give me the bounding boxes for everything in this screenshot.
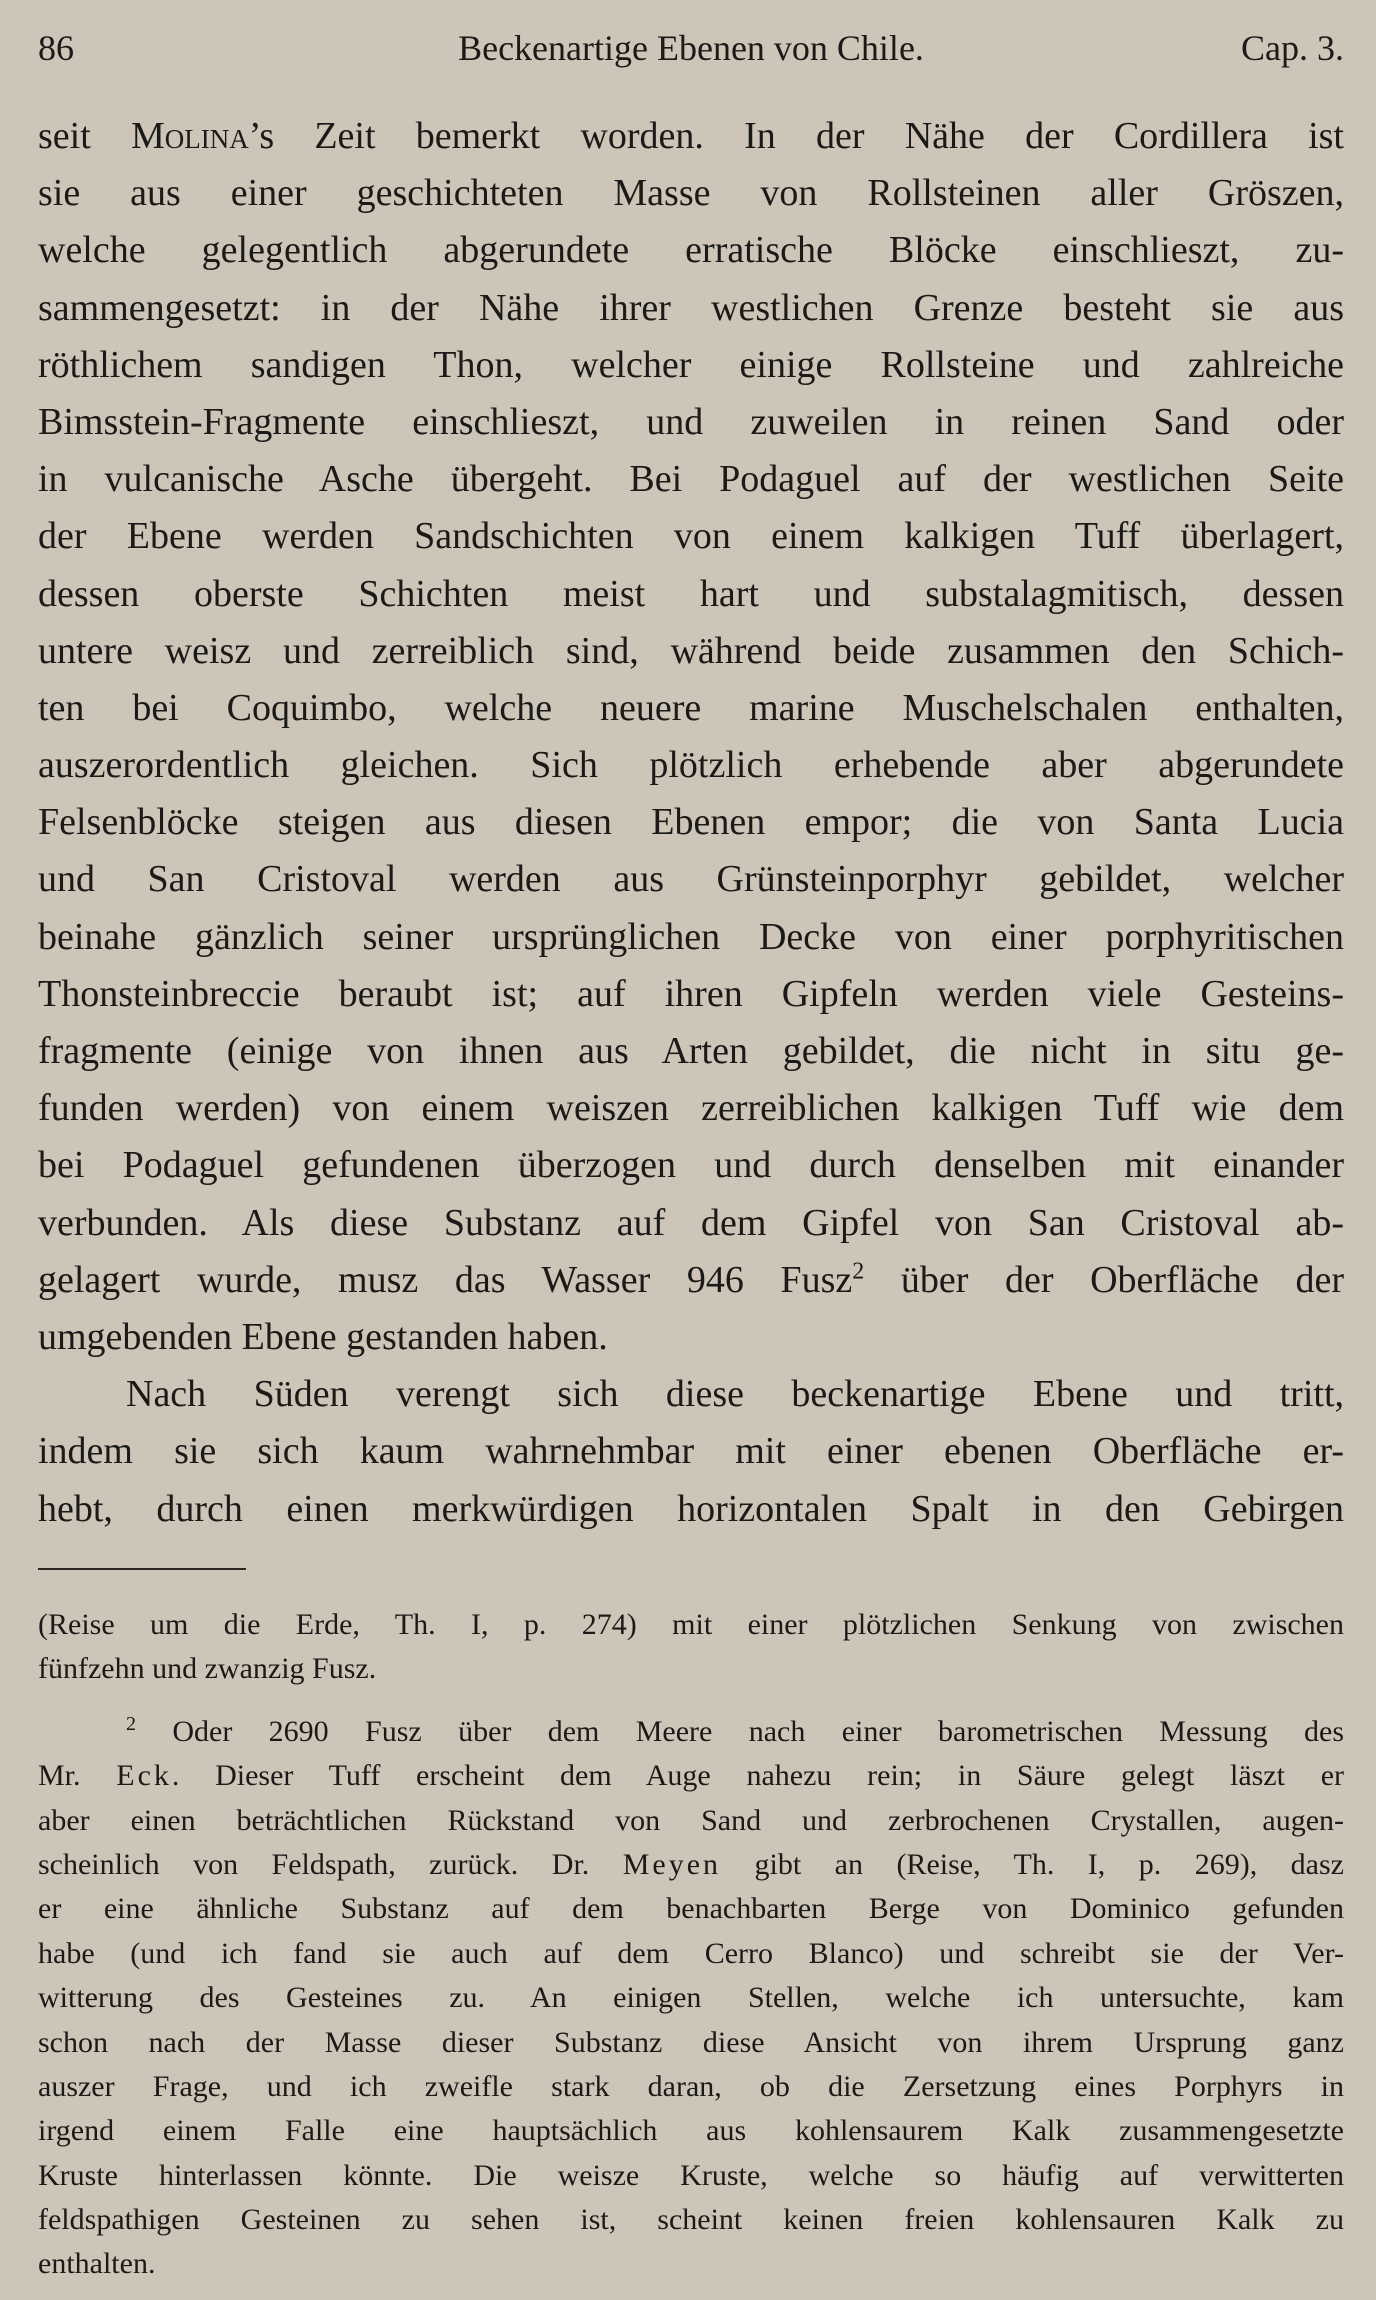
text-line: beinahe gänzlich seiner ursprünglichen Decke von einer porphyritischen [38, 915, 1344, 958]
name-meyen: Meyen [622, 1847, 722, 1881]
name-eck: Eck [116, 1759, 172, 1793]
text-line: gelagert wurde, musz das Wasser 946 Fusz$^2$ über der Oberfläche der [38, 1258, 1344, 1301]
footnote-line: aber einen beträchtlichen Rückstand von Sand und zerbrochenen Crystallen, augen- [38, 1803, 1344, 1837]
text-line: Thonsteinbreccie beraubt ist; auf ihren Gipfeln werden viele Gesteins- [38, 972, 1344, 1015]
footnote-line: fünfzehn und zwanzig Fusz. [38, 1652, 377, 1686]
paragraph-start-line: Nach Süden verengt sich diese beckenartige Ebene und tritt, [126, 1373, 1344, 1416]
footnote-marker: 2 [126, 1712, 136, 1735]
text-line: hebt, durch einen merkwürdigen horizontalen Spalt in den Gebirgen [38, 1487, 1344, 1530]
footnote-line: enthalten. [38, 2247, 156, 2281]
text-line: fragmente (einige von ihnen aus Arten gebildet, die nicht in situ ge- [38, 1030, 1344, 1072]
page-number: 86 [38, 28, 74, 68]
text-line: untere weisz und zerreiblich sind, während beide zusammen den Schich- [38, 629, 1344, 672]
footnote-line: irgend einem Falle eine hauptsächlich aus kohlensaurem Kalk zusammengesetzte [38, 2114, 1344, 2148]
text-line: indem sie sich kaum wahrnehmbar mit einer ebenen Oberfläche er- [38, 1430, 1344, 1473]
footnote-line: schon nach der Masse dieser Substanz diese Ansicht von ihrem Ursprung ganz [38, 2025, 1344, 2059]
footnote-line: Mr. Eck. Dieser Tuff erscheint dem Auge nahezu rein; in Säure gelegt läszt er [38, 1759, 1344, 1793]
footnote-line: er eine ähnliche Substanz auf dem benachbarten Berge von Dominico gefunden [38, 1892, 1344, 1926]
text-line: ten bei Coquimbo, welche neuere marine Muschelschalen enthalten, [38, 686, 1344, 729]
text-line: umgebenden Ebene gestanden haben. [38, 1315, 608, 1358]
text-line: bei Podaguel gefundenen überzogen und durch denselben mit einander [38, 1144, 1344, 1187]
text-line: funden werden) von einem weiszen zerreiblichen kalkigen Tuff wie dem [38, 1087, 1344, 1130]
running-title: Beckenartige Ebenen von Chile. [458, 28, 924, 68]
running-header [38, 20, 1344, 76]
text-line: dessen oberste Schichten meist hart und substalagmitisch, dessen [38, 572, 1344, 615]
text-line: und San Cristoval werden aus Grünsteinporphyr gebildet, welcher [38, 858, 1344, 901]
footnote-separator [38, 1568, 246, 1570]
main-text [38, 108, 1344, 1538]
author-name: Molina [130, 115, 249, 157]
text-line: röthlichem sandigen Thon, welcher einige Rollsteine und zahlreiche [38, 343, 1344, 386]
chapter-label: Cap. 3. [1241, 28, 1344, 68]
footnote-line: scheinlich von Feldspath, zurück. Dr. Meyen gibt an (Reise, Th. I, p. 269), dasz [38, 1847, 1344, 1881]
text-line: welche gelegentlich abgerundete erratische Blöcke einschlieszt, zu- [38, 229, 1344, 272]
footnote-line: auszer Frage, und ich zweifle stark daran, ob die Zersetzung eines Porphyrs in [38, 2069, 1344, 2103]
footnote-line: Kruste hinterlassen könnte. Die weisze Kruste, welche so häufig auf verwitterten [38, 2158, 1344, 2192]
text-line: seit Molina’s Zeit bemerkt worden. In der Nähe der Cordillera ist [38, 115, 1344, 157]
footnote-line: feldspathigen Gesteinen zu sehen ist, scheint keinen freien kohlensauren Kalk zu [38, 2203, 1344, 2237]
footnote-line: (Reise um die Erde, Th. I, p. 274) mit einer plötzlichen Senkung von zwischen [38, 1608, 1344, 1641]
footnote-line: habe (und ich fand sie auch auf dem Cerro Blanco) und schreibt sie der Ver- [38, 1936, 1344, 1970]
text-line: auszerordentlich gleichen. Sich plötzlich erhebende aber abgerundete [38, 744, 1344, 787]
text-line: sammengesetzt: in der Nähe ihrer westlichen Grenze besteht sie aus [38, 286, 1344, 329]
text-line: Felsenblöcke steigen aus diesen Ebenen empor; die von Santa Lucia [38, 801, 1344, 844]
text-line: sie aus einer geschichteten Masse von Rollsteinen aller Gröszen, [38, 172, 1344, 215]
footnote-ref-2: 2 [852, 1258, 865, 1285]
text-line: der Ebene werden Sandschichten von einem kalkigen Tuff überlagert, [38, 515, 1344, 558]
text-line: Bimsstein-Fragmente einschlieszt, und zuweilen in reinen Sand oder [38, 400, 1344, 443]
text-line: verbunden. Als diese Substanz auf dem Gipfel von San Cristoval ab- [38, 1201, 1344, 1244]
footnotes [38, 1603, 1344, 2287]
footnote-line: witterung des Gesteines zu. An einigen Stellen, welche ich untersuchte, kam [38, 1981, 1344, 2015]
footnote-2-start: $^2$ Oder 2690 Fusz über dem Meere nach einer barometrischen Messung des [126, 1712, 1344, 1748]
text-line: in vulcanische Asche übergeht. Bei Podaguel auf der westlichen Seite [38, 458, 1344, 501]
